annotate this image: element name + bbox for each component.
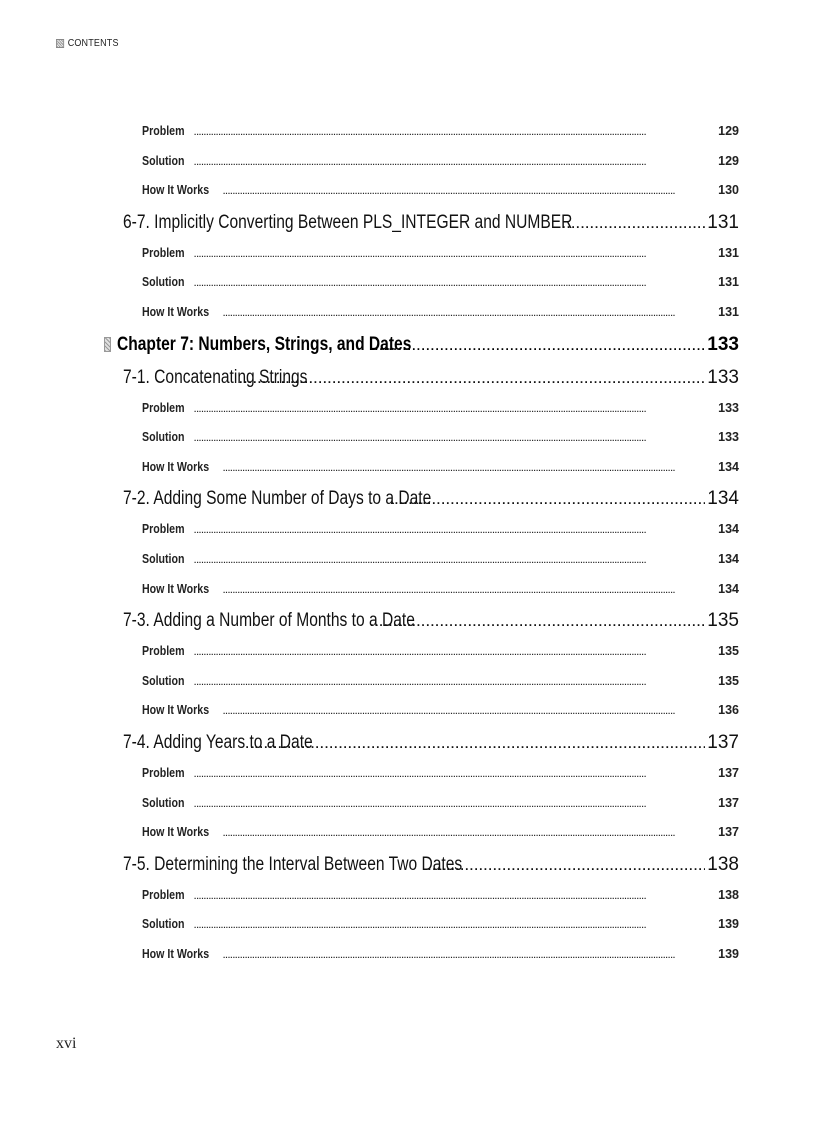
toc-entry-title: Solution: [142, 430, 185, 445]
toc-subsection-entry[interactable]: [142, 147, 739, 177]
toc-subsection-entry[interactable]: [142, 667, 739, 697]
toc-entry-title: Solution: [142, 917, 185, 932]
toc-entry-page: 137: [718, 825, 739, 840]
dot-leader: [370, 606, 705, 639]
toc-entry-title: How It Works: [142, 304, 210, 319]
toc-entry-page: 133: [718, 430, 739, 445]
toc-subsection-entry[interactable]: [142, 394, 739, 424]
toc-entry-page: 131: [718, 304, 739, 319]
toc-section-entry[interactable]: [123, 206, 739, 239]
toc-subsection-entry[interactable]: [142, 789, 739, 819]
toc-entry-title: How It Works: [142, 703, 210, 718]
toc-entry-page: 133: [707, 333, 739, 355]
dot-leader: [194, 882, 716, 912]
running-header: [56, 38, 119, 49]
toc-entry-title: Solution: [142, 795, 185, 810]
dot-leader: [194, 118, 716, 148]
toc-entry-page: 134: [718, 581, 739, 596]
toc-subsection-entry[interactable]: [142, 298, 739, 328]
toc-entry-page: 134: [718, 459, 739, 474]
toc-entry-page: 134: [718, 551, 739, 566]
dot-leader: [194, 516, 716, 546]
toc-subsection-entry[interactable]: [142, 268, 739, 298]
dot-leader: [194, 424, 716, 454]
toc-entry-page: 135: [718, 644, 739, 659]
toc-entry-title: How It Works: [142, 183, 210, 198]
table-of-contents: [0, 117, 816, 969]
toc-subsection-entry[interactable]: [142, 696, 739, 726]
toc-section-entry[interactable]: [123, 726, 739, 759]
dot-leader: [194, 668, 716, 698]
toc-subsection-entry[interactable]: [142, 759, 739, 789]
toc-entry-page: 137: [718, 795, 739, 810]
toc-entry-title: Solution: [142, 275, 185, 290]
toc-entry-title: Solution: [142, 153, 185, 168]
dot-leader: [194, 546, 716, 576]
toc-subsection-entry[interactable]: [142, 176, 739, 206]
dot-leader: [223, 819, 716, 849]
toc-subsection-entry[interactable]: [142, 453, 739, 483]
toc-entry-title: 7-1. Concatenating Strings: [123, 366, 308, 388]
toc-section-entry[interactable]: [123, 361, 739, 394]
toc-entry-page: 134: [707, 488, 739, 510]
toc-entry-page: 129: [718, 153, 739, 168]
toc-entry-title: 6-7. Implicitly Converting Between PLS_INTEGER and NUMBER: [123, 211, 573, 233]
toc-subsection-entry[interactable]: [142, 515, 739, 545]
dot-leader: [223, 697, 716, 727]
toc-section-entry[interactable]: [123, 482, 739, 515]
toc-subsection-entry[interactable]: [142, 423, 739, 453]
toc-entry-page: 139: [718, 946, 739, 961]
toc-entry-title: Problem: [142, 400, 185, 415]
toc-entry-title: Solution: [142, 551, 185, 566]
toc-section-entry[interactable]: [123, 604, 739, 637]
toc-entry-title: Problem: [142, 887, 185, 902]
dot-leader: [223, 576, 716, 606]
toc-entry-page: 135: [707, 610, 739, 632]
toc-entry-page: 136: [718, 703, 739, 718]
toc-entry-page: 133: [707, 366, 739, 388]
dot-leader: [194, 911, 716, 941]
dot-leader: [194, 148, 716, 178]
toc-entry-title: 7-5. Determining the Interval Between Two Dates: [123, 853, 463, 875]
dot-leader: [194, 790, 716, 820]
toc-entry-page: 129: [718, 124, 739, 138]
section-square-icon: [56, 39, 64, 48]
dot-leader: [194, 269, 716, 299]
toc-subsection-entry[interactable]: [142, 940, 739, 970]
dot-leader: [428, 850, 706, 883]
toc-subsection-entry[interactable]: [142, 818, 739, 848]
toc-entry-page: 138: [718, 887, 739, 902]
toc-entry-page: 138: [707, 853, 739, 875]
toc-entry-title: Solution: [142, 673, 185, 688]
toc-entry-page: 131: [718, 245, 739, 260]
toc-entry-title: Problem: [142, 765, 185, 780]
toc-entry-title: How It Works: [142, 946, 210, 961]
toc-entry-title: Chapter 7: Numbers, Strings, and Dates: [117, 333, 412, 355]
toc-subsection-entry[interactable]: [142, 117, 739, 147]
dot-leader: [223, 299, 716, 329]
toc-entry-page: 131: [707, 211, 739, 233]
dot-leader: [562, 208, 705, 241]
toc-entry-page: 135: [718, 673, 739, 688]
toc-entry-page: 130: [718, 183, 739, 198]
page-number: xvi: [56, 1035, 77, 1052]
toc-subsection-entry[interactable]: [142, 910, 739, 940]
running-header-label: CONTENTS: [67, 38, 119, 49]
toc-entry-title: How It Works: [142, 459, 210, 474]
dot-leader: [239, 363, 705, 396]
toc-entry-title: How It Works: [142, 825, 210, 840]
toc-subsection-entry[interactable]: [142, 545, 739, 575]
toc-entry-page: 131: [718, 275, 739, 290]
toc-entry-title: 7-4. Adding Years to a Date: [123, 731, 313, 753]
toc-entry-page: 133: [718, 400, 739, 415]
dot-leader: [223, 941, 716, 971]
toc-entry-title: How It Works: [142, 581, 210, 596]
dot-leader: [245, 728, 705, 761]
dot-leader: [223, 177, 716, 207]
toc-entry-page: 134: [718, 522, 739, 537]
dot-leader: [370, 330, 705, 363]
toc-entry-page: 139: [718, 917, 739, 932]
dot-leader: [194, 760, 716, 790]
dot-leader: [194, 395, 716, 425]
toc-entry-page: 137: [718, 765, 739, 780]
toc-entry-title: Problem: [142, 644, 185, 659]
dot-leader: [194, 638, 716, 668]
chapter-square-icon: [104, 337, 111, 352]
toc-subsection-entry[interactable]: [142, 881, 739, 911]
toc-entry-title: 7-3. Adding a Number of Months to a Date: [123, 610, 415, 632]
toc-entry-title: 7-2. Adding Some Number of Days to a Date: [123, 488, 432, 510]
toc-entry-title: Problem: [142, 245, 185, 260]
toc-entry-title: Problem: [142, 522, 185, 537]
dot-leader: [390, 484, 705, 517]
toc-section-entry[interactable]: [123, 848, 739, 881]
toc-entry-page: 137: [707, 731, 739, 753]
toc-subsection-entry[interactable]: [142, 239, 739, 269]
dot-leader: [223, 454, 716, 484]
toc-entry-title: Problem: [142, 124, 185, 138]
toc-chapter-entry[interactable]: [104, 328, 739, 361]
dot-leader: [194, 240, 716, 270]
toc-subsection-entry[interactable]: [142, 575, 739, 605]
toc-subsection-entry[interactable]: [142, 637, 739, 667]
